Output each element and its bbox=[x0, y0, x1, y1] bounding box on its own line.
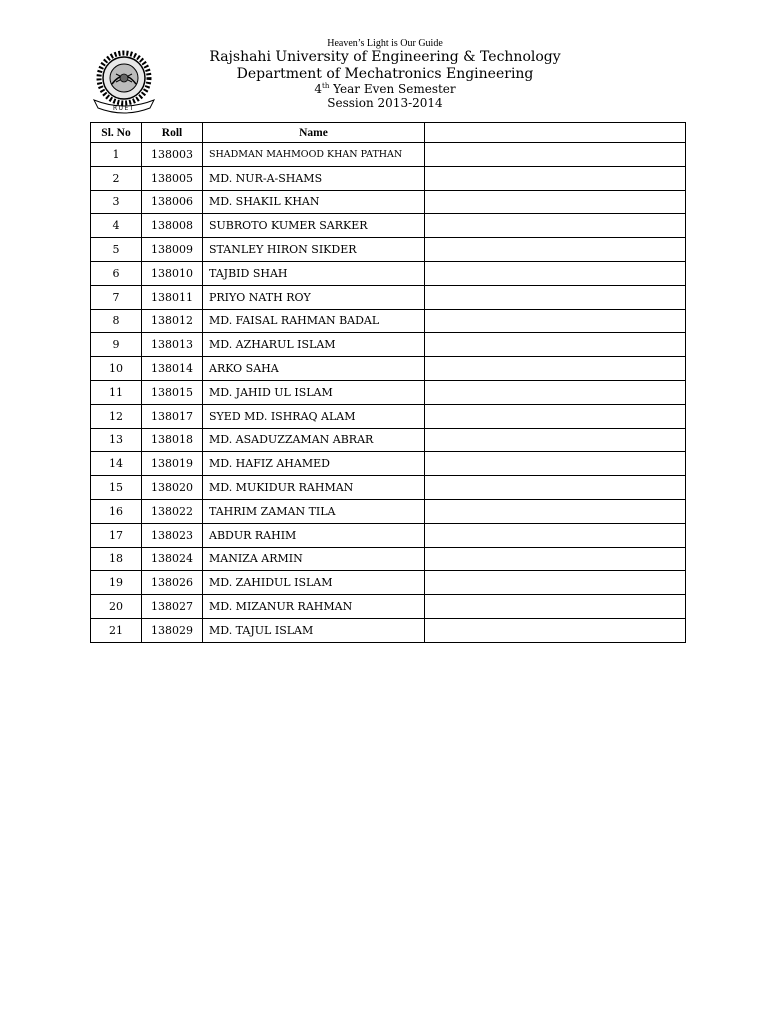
roll-cell: 138009 bbox=[142, 238, 203, 262]
col-header-roll: Roll bbox=[142, 123, 203, 143]
department-name: Department of Mechatronics Engineering bbox=[236, 66, 534, 82]
sl-cell: 19 bbox=[91, 571, 142, 595]
table-row bbox=[91, 404, 686, 428]
name-cell: MD. NUR-A-SHAMS bbox=[203, 166, 425, 190]
col-header-extra bbox=[425, 123, 686, 143]
table-row bbox=[91, 595, 686, 619]
sl-cell: 20 bbox=[91, 595, 142, 619]
table-row bbox=[91, 166, 686, 190]
extra-cell bbox=[425, 285, 686, 309]
semester-line bbox=[180, 82, 590, 96]
table-row bbox=[91, 547, 686, 571]
sl-cell: 7 bbox=[91, 285, 142, 309]
sl-cell: 2 bbox=[91, 166, 142, 190]
sl-cell: 18 bbox=[91, 547, 142, 571]
table-row bbox=[91, 261, 686, 285]
sl-cell: 17 bbox=[91, 523, 142, 547]
extra-cell bbox=[425, 166, 686, 190]
roll-cell: 138008 bbox=[142, 214, 203, 238]
name-cell: MD. AZHARUL ISLAM bbox=[203, 333, 425, 357]
table-header-row bbox=[91, 123, 686, 143]
table-row bbox=[91, 309, 686, 333]
name-cell: SUBROTO KUMER SARKER bbox=[203, 214, 425, 238]
roll-cell: 138019 bbox=[142, 452, 203, 476]
sl-cell: 3 bbox=[91, 190, 142, 214]
table-row bbox=[91, 214, 686, 238]
sl-cell: 10 bbox=[91, 357, 142, 381]
extra-cell bbox=[425, 476, 686, 500]
table-row bbox=[91, 428, 686, 452]
table-row bbox=[91, 476, 686, 500]
roll-cell: 138014 bbox=[142, 357, 203, 381]
roll-cell: 138013 bbox=[142, 333, 203, 357]
name-cell: MD. MUKIDUR RAHMAN bbox=[203, 476, 425, 500]
table-row bbox=[91, 618, 686, 642]
extra-cell bbox=[425, 547, 686, 571]
roll-cell: 138027 bbox=[142, 595, 203, 619]
roll-cell: 138010 bbox=[142, 261, 203, 285]
sl-cell: 8 bbox=[91, 309, 142, 333]
extra-cell bbox=[425, 452, 686, 476]
table-row bbox=[91, 190, 686, 214]
extra-cell bbox=[425, 404, 686, 428]
sl-cell: 4 bbox=[91, 214, 142, 238]
roll-cell: 138006 bbox=[142, 190, 203, 214]
table-row bbox=[91, 452, 686, 476]
name-cell: MD. HAFIZ AHAMED bbox=[203, 452, 425, 476]
roll-cell: 138017 bbox=[142, 404, 203, 428]
extra-cell bbox=[425, 428, 686, 452]
extra-cell bbox=[425, 309, 686, 333]
table-row bbox=[91, 523, 686, 547]
sl-cell: 11 bbox=[91, 380, 142, 404]
sl-cell: 13 bbox=[91, 428, 142, 452]
roll-cell: 138003 bbox=[142, 143, 203, 167]
roll-cell: 138011 bbox=[142, 285, 203, 309]
sl-cell: 9 bbox=[91, 333, 142, 357]
sl-cell: 21 bbox=[91, 618, 142, 642]
roll-cell: 138026 bbox=[142, 571, 203, 595]
extra-cell bbox=[425, 190, 686, 214]
name-cell: STANLEY HIRON SIKDER bbox=[203, 238, 425, 262]
name-cell: TAHRIM ZAMAN TILA bbox=[203, 499, 425, 523]
table-row bbox=[91, 357, 686, 381]
university-name: Rajshahi University of Engineering & Technology bbox=[209, 49, 561, 65]
sl-cell: 12 bbox=[91, 404, 142, 428]
name-cell: MD. ZAHIDUL ISLAM bbox=[203, 571, 425, 595]
extra-cell bbox=[425, 238, 686, 262]
name-cell: MD. ASADUZZAMAN ABRAR bbox=[203, 428, 425, 452]
name-cell: SHADMAN MAHMOOD KHAN PATHAN bbox=[203, 143, 425, 167]
name-cell: MD. MIZANUR RAHMAN bbox=[203, 595, 425, 619]
extra-cell bbox=[425, 595, 686, 619]
name-cell: MD. FAISAL RAHMAN BADAL bbox=[203, 309, 425, 333]
motto: Heaven’s Light is Our Guide bbox=[327, 38, 443, 49]
table-row bbox=[91, 499, 686, 523]
name-cell: MD. TAJUL ISLAM bbox=[203, 618, 425, 642]
sl-cell: 15 bbox=[91, 476, 142, 500]
roll-cell: 138022 bbox=[142, 499, 203, 523]
name-cell: TAJBID SHAH bbox=[203, 261, 425, 285]
extra-cell bbox=[425, 523, 686, 547]
table-row bbox=[91, 571, 686, 595]
year-suffix: th bbox=[322, 82, 330, 90]
sl-cell: 16 bbox=[91, 499, 142, 523]
ruet-logo bbox=[90, 50, 158, 116]
document-header bbox=[180, 38, 590, 110]
year-number: 4 bbox=[314, 82, 322, 96]
extra-cell bbox=[425, 618, 686, 642]
table-row bbox=[91, 380, 686, 404]
extra-cell bbox=[425, 357, 686, 381]
roll-cell: 138024 bbox=[142, 547, 203, 571]
roll-cell: 138029 bbox=[142, 618, 203, 642]
extra-cell bbox=[425, 380, 686, 404]
roll-cell: 138012 bbox=[142, 309, 203, 333]
semester-text: Year Even Semester bbox=[329, 82, 456, 96]
logo-text: RUET bbox=[112, 105, 136, 112]
roll-cell: 138020 bbox=[142, 476, 203, 500]
roll-cell: 138005 bbox=[142, 166, 203, 190]
table-row bbox=[91, 143, 686, 167]
name-cell: ARKO SAHA bbox=[203, 357, 425, 381]
extra-cell bbox=[425, 333, 686, 357]
extra-cell bbox=[425, 261, 686, 285]
sl-cell: 14 bbox=[91, 452, 142, 476]
sl-cell: 6 bbox=[91, 261, 142, 285]
student-table bbox=[90, 122, 686, 643]
sl-cell: 1 bbox=[91, 143, 142, 167]
extra-cell bbox=[425, 571, 686, 595]
table-row bbox=[91, 333, 686, 357]
col-header-name: Name bbox=[203, 123, 425, 143]
name-cell: PRIYO NATH ROY bbox=[203, 285, 425, 309]
extra-cell bbox=[425, 214, 686, 238]
table-row bbox=[91, 285, 686, 309]
sl-cell: 5 bbox=[91, 238, 142, 262]
extra-cell bbox=[425, 499, 686, 523]
col-header-sl: Sl. No bbox=[91, 123, 142, 143]
name-cell: ABDUR RAHIM bbox=[203, 523, 425, 547]
roll-cell: 138015 bbox=[142, 380, 203, 404]
session: Session 2013-2014 bbox=[327, 96, 443, 110]
roll-cell: 138018 bbox=[142, 428, 203, 452]
name-cell: MD. SHAKIL KHAN bbox=[203, 190, 425, 214]
name-cell: MANIZA ARMIN bbox=[203, 547, 425, 571]
name-cell: SYED MD. ISHRAQ ALAM bbox=[203, 404, 425, 428]
name-cell: MD. JAHID UL ISLAM bbox=[203, 380, 425, 404]
extra-cell bbox=[425, 143, 686, 167]
roll-cell: 138023 bbox=[142, 523, 203, 547]
table-row bbox=[91, 238, 686, 262]
